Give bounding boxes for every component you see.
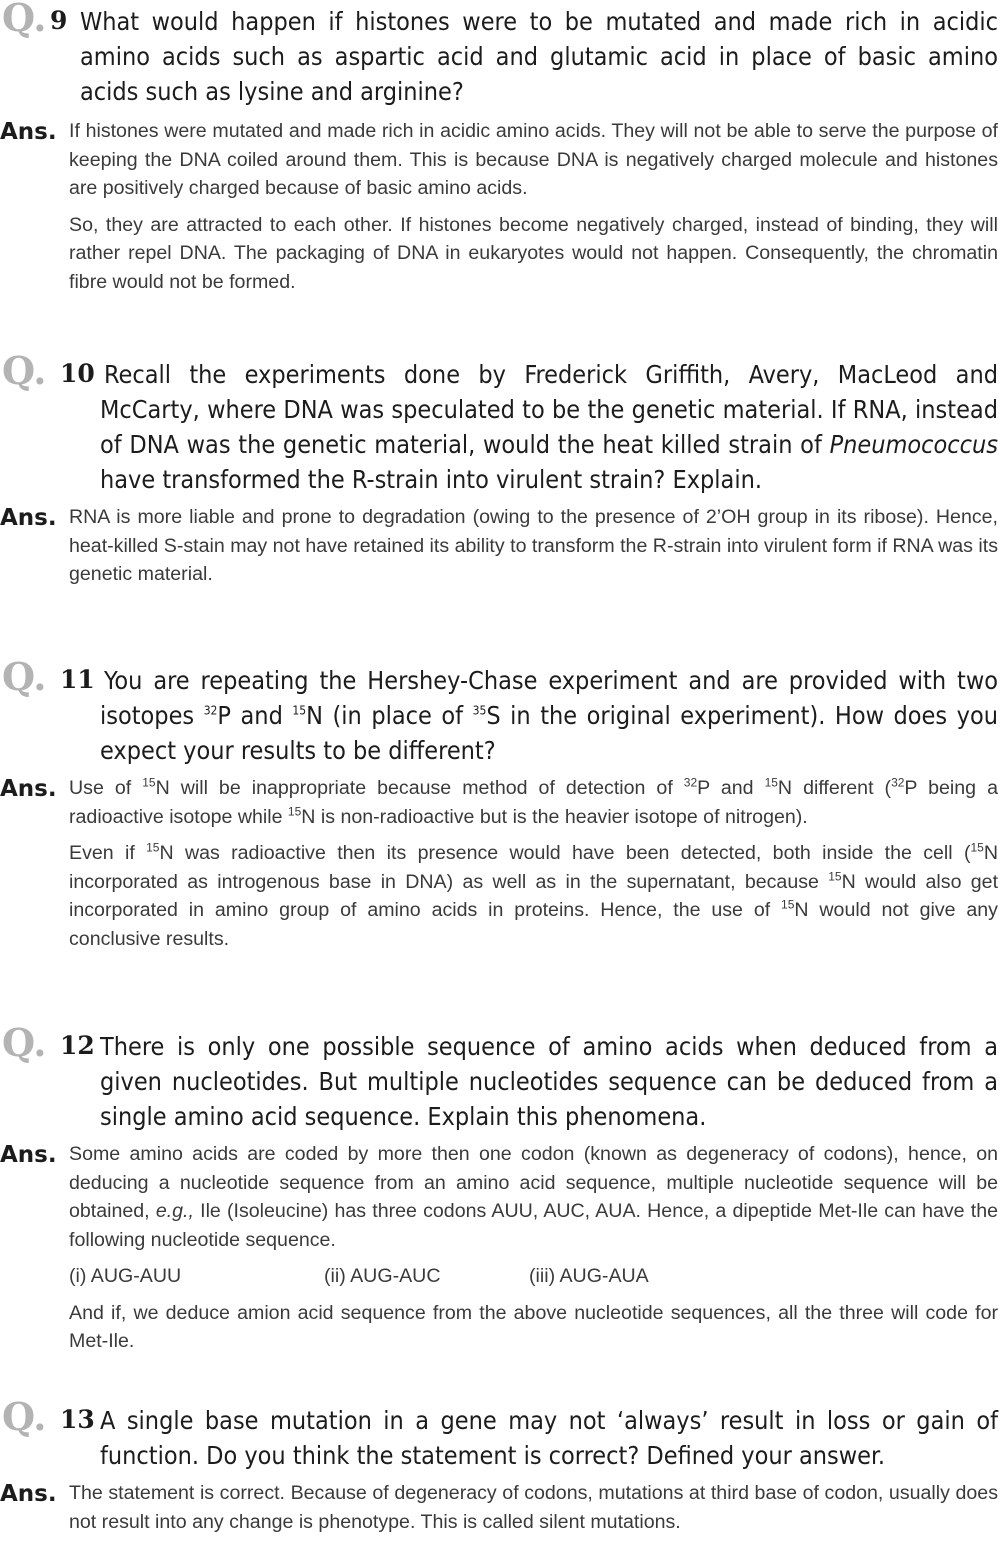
question-12-block — [0, 1020, 1000, 1364]
question-mark-label: Q. — [2, 0, 47, 40]
question-13 — [0, 1394, 1000, 1473]
question-mark-label: Q. — [2, 1394, 47, 1439]
isotope-superscript: 35 — [472, 703, 487, 718]
question-text-part: S in the original experiment). How does you expect your results to be different? — [100, 701, 998, 765]
organism-name: Pneumococcus — [829, 430, 998, 459]
question-10-block — [0, 348, 1000, 597]
sequence-option: (ii) AUG-AUC — [324, 1265, 441, 1287]
answer-paragraph: Some amino acids are coded by more then one codon (known as degeneracy of codons), hence, on deducing a nucleotide sequence from an amino acid sequence, multiple nucleotide sequence will be obtained, e.g., Ile (Isoleucine) has three codons AUU, AUC, AUA. Hence, a dipeptide Met-Ile can have the following nucleotide sequence. — [69, 1143, 998, 1251]
question-mark-label: Q. — [2, 654, 47, 699]
question-number: 13 — [60, 1405, 95, 1434]
question-number: 11 — [60, 665, 95, 694]
answer-12 — [0, 1140, 1000, 1356]
question-number: 9 — [50, 6, 68, 35]
sequence-option: (i) AUG-AUU — [69, 1265, 182, 1287]
question-text-part: Recall the experiments done by Frederick Griffith, Avery, MacLeod and McCarty, where DNA was speculated to be the genetic material. If RNA, instead of DNA was the genetic material, would the heat killed strain of — [100, 360, 998, 459]
question-13-block — [0, 1394, 1000, 1544]
question-11-block — [0, 654, 1000, 961]
question-text: There is only one possible sequence of amino acids when deduced from a given nucleotides. But multiple nucleotides sequence can be deduced from a single amino acid sequence. Explain this phenomena. — [100, 1032, 998, 1131]
question-text: A single base mutation in a gene may not ‘always’ result in loss or gain of function. Do you think the statement is correct? Defined your answer. — [100, 1406, 998, 1470]
question-9 — [0, 0, 1000, 109]
answer-label: Ans. — [0, 119, 57, 145]
answer-paragraph: Even if $^{15}$N was radioactive then its presence would have been detected, both inside the cell ($^{15}$N incorporated as introgenous base in DNA) as well as in the supernatant, because $^{15}$N would also get incorporated in amino group of amino acids in proteins. Hence, the use of $^{15}$N would not give any conclusive results. — [69, 840, 999, 950]
question-text-part: You are repeating the Hershey-Chase experiment and are provided with two isotopes — [100, 666, 998, 730]
answer-text — [69, 117, 998, 296]
answer-paragraph: If histones were mutated and made rich in acidic amino acids. They will not be able to serve the purpose of keeping the DNA coiled around them. This is because DNA is negatively charged molecule and histones are positively charged because of basic amino acids. — [69, 120, 998, 199]
question-text — [100, 357, 998, 497]
question-10 — [0, 348, 1000, 497]
question-number: 10 — [60, 359, 95, 388]
answer-paragraph: So, they are attracted to each other. If histones become negatively charged, instead of binding, they will rather repel DNA. The packaging of DNA in eukaryotes would not happen. Consequently, the chromatin fibre would not be formed. — [69, 213, 998, 293]
question-text-part: have transformed the R-strain into virulent strain? Explain. — [100, 465, 762, 494]
question-11 — [0, 654, 1000, 768]
question-mark-label: Q. — [2, 1020, 47, 1065]
answer-label: Ans. — [0, 505, 57, 531]
question-12 — [0, 1020, 1000, 1134]
question-mark-label: Q. — [2, 348, 47, 393]
answer-text — [69, 1140, 998, 1356]
question-text-part: P and — [217, 701, 293, 730]
answer-13 — [0, 1479, 1000, 1536]
answer-9 — [0, 117, 1000, 296]
sequence-options — [69, 1262, 998, 1291]
answer-paragraph: The statement is correct. Because of degeneracy of codons, mutations at third base of codon, usually does not result into any change is phenotype. This is called silent mutations. — [69, 1482, 998, 1533]
question-text: What would happen if histones were to be mutated and made rich in acidic amino acids such as aspartic acid and glutamic acid in place of basic amino acids such as lysine and arginine? — [80, 7, 998, 106]
question-9-block — [0, 0, 1000, 304]
isotope-superscript: 32 — [203, 703, 218, 718]
question-number: 12 — [60, 1031, 95, 1060]
answer-label: Ans. — [0, 776, 57, 802]
answer-text — [69, 1479, 998, 1536]
question-text — [100, 663, 998, 768]
question-text-part: N (in place of — [306, 701, 473, 730]
answer-text — [69, 503, 998, 589]
answer-text — [69, 774, 998, 953]
answer-paragraph: RNA is more liable and prone to degradation (owing to the presence of 2’OH group in its ribose). Hence, heat-killed S-stain may not have retained its ability to transform the R-strain into virulent form if RNA was its genetic material. — [69, 506, 998, 585]
sequence-option: (iii) AUG-AUA — [529, 1265, 649, 1287]
answer-paragraph: And if, we deduce amion acid sequence from the above nucleotide sequences, all the three will code for Met-Ile. — [69, 1301, 998, 1352]
answer-11 — [0, 774, 1000, 953]
isotope-superscript: 15 — [292, 703, 307, 718]
answer-paragraph: Use of $^{15}$N will be inappropriate because method of detection of $^{32}$P and $^{15}$N different ($^{32}$P being a radioactive isotope while $^{15}$N is non-radioactive but is the heavier isotope of nitrogen). — [69, 775, 998, 828]
answer-10 — [0, 503, 1000, 589]
answer-label: Ans. — [0, 1142, 57, 1168]
answer-label: Ans. — [0, 1481, 57, 1507]
